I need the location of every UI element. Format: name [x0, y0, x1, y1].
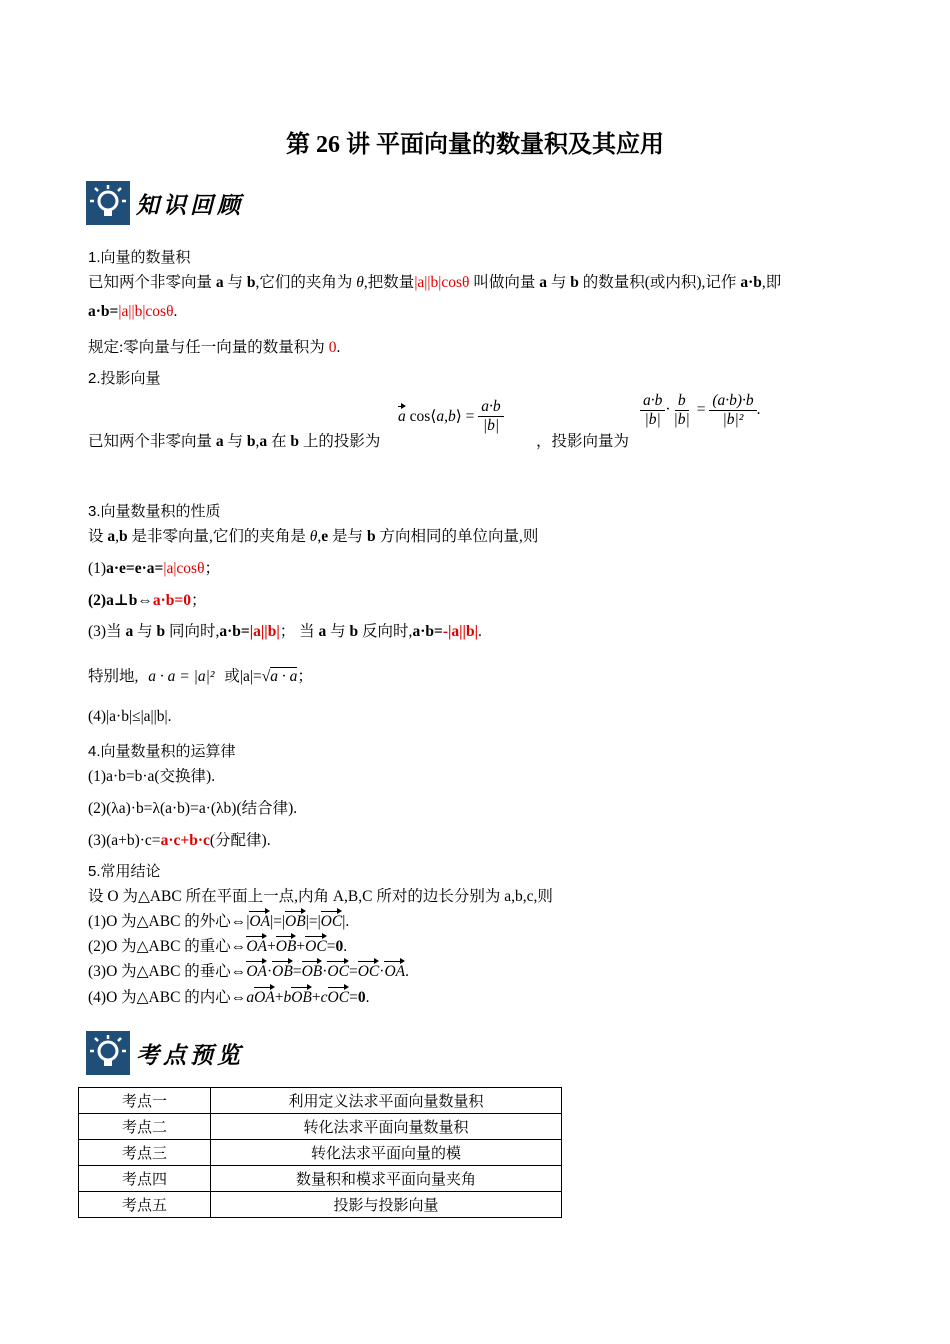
s5-c1: (1)O 为△ABC 的外心⇔|OA|=|OB|=|OC|. — [88, 913, 350, 930]
s5-c2: (2)O 为△ABC 的重心⇔OA+OB+OC=0. — [88, 938, 348, 955]
s3-heading: 3.向量数量积的性质 — [88, 503, 221, 520]
s5-intro: 设 O 为△ABC 所在平面上一点,内角 A,B,C 所对的边长分别为 a,b,c,则 — [88, 888, 553, 905]
s3-p4: (4)|a·b|≤|a||b|. — [88, 708, 172, 725]
s4-l3: (3)(a+b)·c=a·c+b·c(分配律). — [88, 832, 271, 849]
table-cell: 数量积和模求平面向量夹角 — [211, 1166, 562, 1192]
s5-c3: (3)O 为△ABC 的垂心⇔OA·OB=OB·OC=OC·OA. — [88, 963, 409, 980]
s1-line2: a·b=|a||b|cosθ. — [88, 303, 178, 320]
s3-p2: (2)a⊥b⇔a·b=0； — [88, 592, 207, 609]
table-row — [79, 1088, 562, 1114]
s1-rule: 规定:零向量与任一向量的数量积为 0. — [88, 339, 341, 356]
table-cell: 利用定义法求平面向量数量积 — [211, 1088, 562, 1114]
table-row — [79, 1192, 562, 1218]
s3-p3: (3)当 a 与 b 同向时,a·b=|a||b|； 当 a 与 b 反向时,a·b=-|a||b|. — [88, 623, 482, 640]
preview-banner-title: 考点预览 — [136, 1041, 244, 1069]
page-title: 第 26 讲 平面向量的数量积及其应用 — [286, 132, 664, 158]
table-row — [79, 1166, 562, 1192]
table-cell: 转化法求平面向量数量积 — [211, 1114, 562, 1140]
table-cell: 考点二 — [79, 1114, 211, 1140]
table-cell: 转化法求平面向量的模 — [211, 1140, 562, 1166]
s2-text: 已知两个非零向量 a 与 b,a 在 b 上的投影为 — [88, 433, 381, 450]
table-row — [79, 1140, 562, 1166]
review-banner-title: 知识回顾 — [136, 191, 244, 219]
s3-p1: (1)a·e=e·a=|a|cosθ； — [88, 560, 221, 577]
preview-banner — [86, 1030, 244, 1076]
s2-projection-formula: a cos⟨a,b⟩ = $\frac{a\cdot b}{|b|}$ — [398, 398, 504, 435]
lightbulb-icon — [86, 1031, 130, 1075]
topic-table — [78, 1087, 562, 1218]
s5-heading: 5.常用结论 — [88, 863, 161, 880]
table-cell: 投影与投影向量 — [211, 1192, 562, 1218]
s4-l2: (2)(λa)·b=λ(a·b)=a·(λb)(结合律). — [88, 800, 298, 817]
table-cell: 考点三 — [79, 1140, 211, 1166]
s2-heading: 2.投影向量 — [88, 370, 161, 387]
s4-l1: (1)a·b=b·a(交换律). — [88, 768, 216, 785]
review-banner — [86, 180, 244, 226]
s4-heading: 4.向量数量积的运算律 — [88, 743, 236, 760]
s2-text-2: ，投影向量为 — [536, 433, 630, 450]
lightbulb-icon — [86, 181, 130, 225]
table-row — [79, 1114, 562, 1140]
table-cell: 考点一 — [79, 1088, 211, 1114]
table-cell: 考点四 — [79, 1166, 211, 1192]
s3-intro: 设 a,b 是非零向量,它们的夹角是 θ,e 是与 b 方向相同的单位向量,则 — [88, 528, 539, 545]
s1-heading: 1.向量的数量积 — [88, 249, 191, 266]
s5-c4: (4)O 为△ABC 的内心⇔aOA+bOB+cOC=0. — [88, 989, 370, 1006]
s3-special: 特别地, a · a = |a|² 或|a|=√a · a； — [88, 668, 313, 685]
s2-projection-vector-formula: $\frac{a\cdot b}{|b|}$ · $\frac{b}{|b|}$ = $\frac{(a\cdot b)\cdot b}{\text{|b|²}}$ . — [640, 392, 761, 429]
table-cell: 考点五 — [79, 1192, 211, 1218]
s1-line1: 已知两个非零向量 a 与 b,它们的夹角为 θ,把数量|a||b|cosθ 叫做向量 a 与 b 的数量积(或内积),记作 a·b,即 — [88, 274, 782, 291]
